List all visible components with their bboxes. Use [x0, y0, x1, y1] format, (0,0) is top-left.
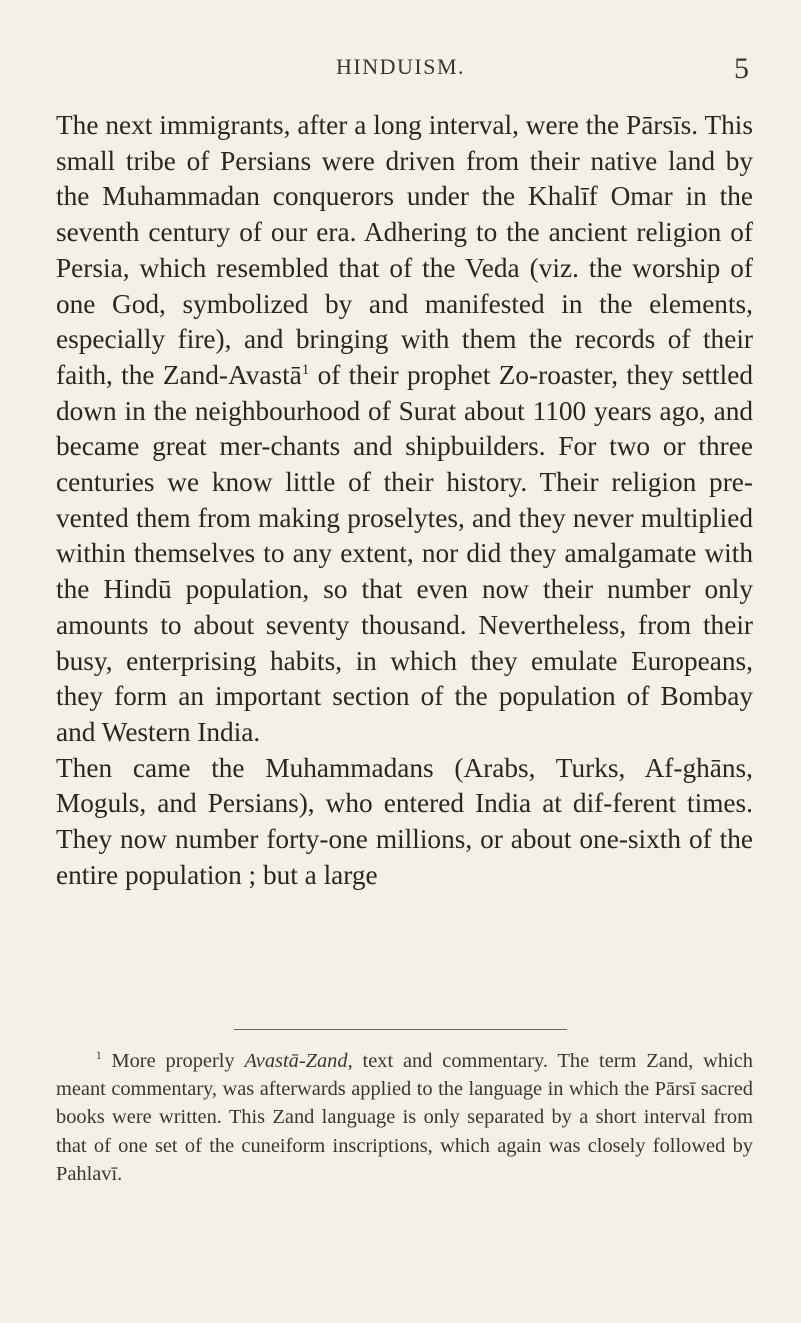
footnote-lead: More properly	[101, 1050, 245, 1072]
footnote-italic-term: Avastā-Zand	[244, 1050, 348, 1072]
paragraph-parsis	[56, 108, 753, 751]
footnote-reference: 1	[301, 361, 310, 378]
footnote-rest: , text and commentary. The term Zand, which meant commentary, was afterwards applied to the language in which the Pārsī sacred books were written. This Zand language is only separated by a short interval from that of one set of the cuneiform inscriptions, which again was closely followed by Pahlavī.	[56, 1050, 753, 1185]
body-text	[56, 108, 753, 893]
page-number: 5	[734, 52, 749, 85]
running-title: HINDUISM.	[336, 54, 465, 79]
footnote	[56, 1047, 753, 1188]
paragraph-parsis-text-1: The next immigrants, after a long interval, were the Pārsīs. This small tribe of Persians were driven from their native land by the Muhammadan conquerors under the Khalīf Omar in the seventh century of our era. Adhering to the ancient religion of Persia, which resembled that of the Veda (viz. the worship of one God, symbolized by and manifested in the elements, especially fire), and bringing with them the records of their faith, the Zand-Avastā	[56, 110, 753, 390]
footnote-marker: 1	[96, 1050, 102, 1063]
footnote-divider	[234, 1029, 567, 1030]
paragraph-muhammadans: Then came the Muhammadans (Arabs, Turks, Af-ghāns, Moguls, and Persians), who entered India at dif-ferent times. They now number forty-one millions, or about one-sixth of the entire population ; but a large	[56, 752, 753, 890]
paragraph-parsis-text-2: of their prophet Zo-roaster, they settled down in the neighbourhood of Surat about 1100 years ago, and became great mer-chants and shipbuilders. For two or three centuries we know little of their history. Their religion pre-vented them from making proselytes, and they never multiplied within themselves to any extent, nor did they amalgamate with the Hindū population, so that even now their number only amounts to about seventy thousand. Nevertheless, from their busy, enterprising habits, in which they emulate Europeans, they form an important section of the population of Bombay and Western India.	[56, 359, 753, 747]
footnote-text	[56, 1047, 753, 1188]
running-head	[0, 54, 801, 90]
